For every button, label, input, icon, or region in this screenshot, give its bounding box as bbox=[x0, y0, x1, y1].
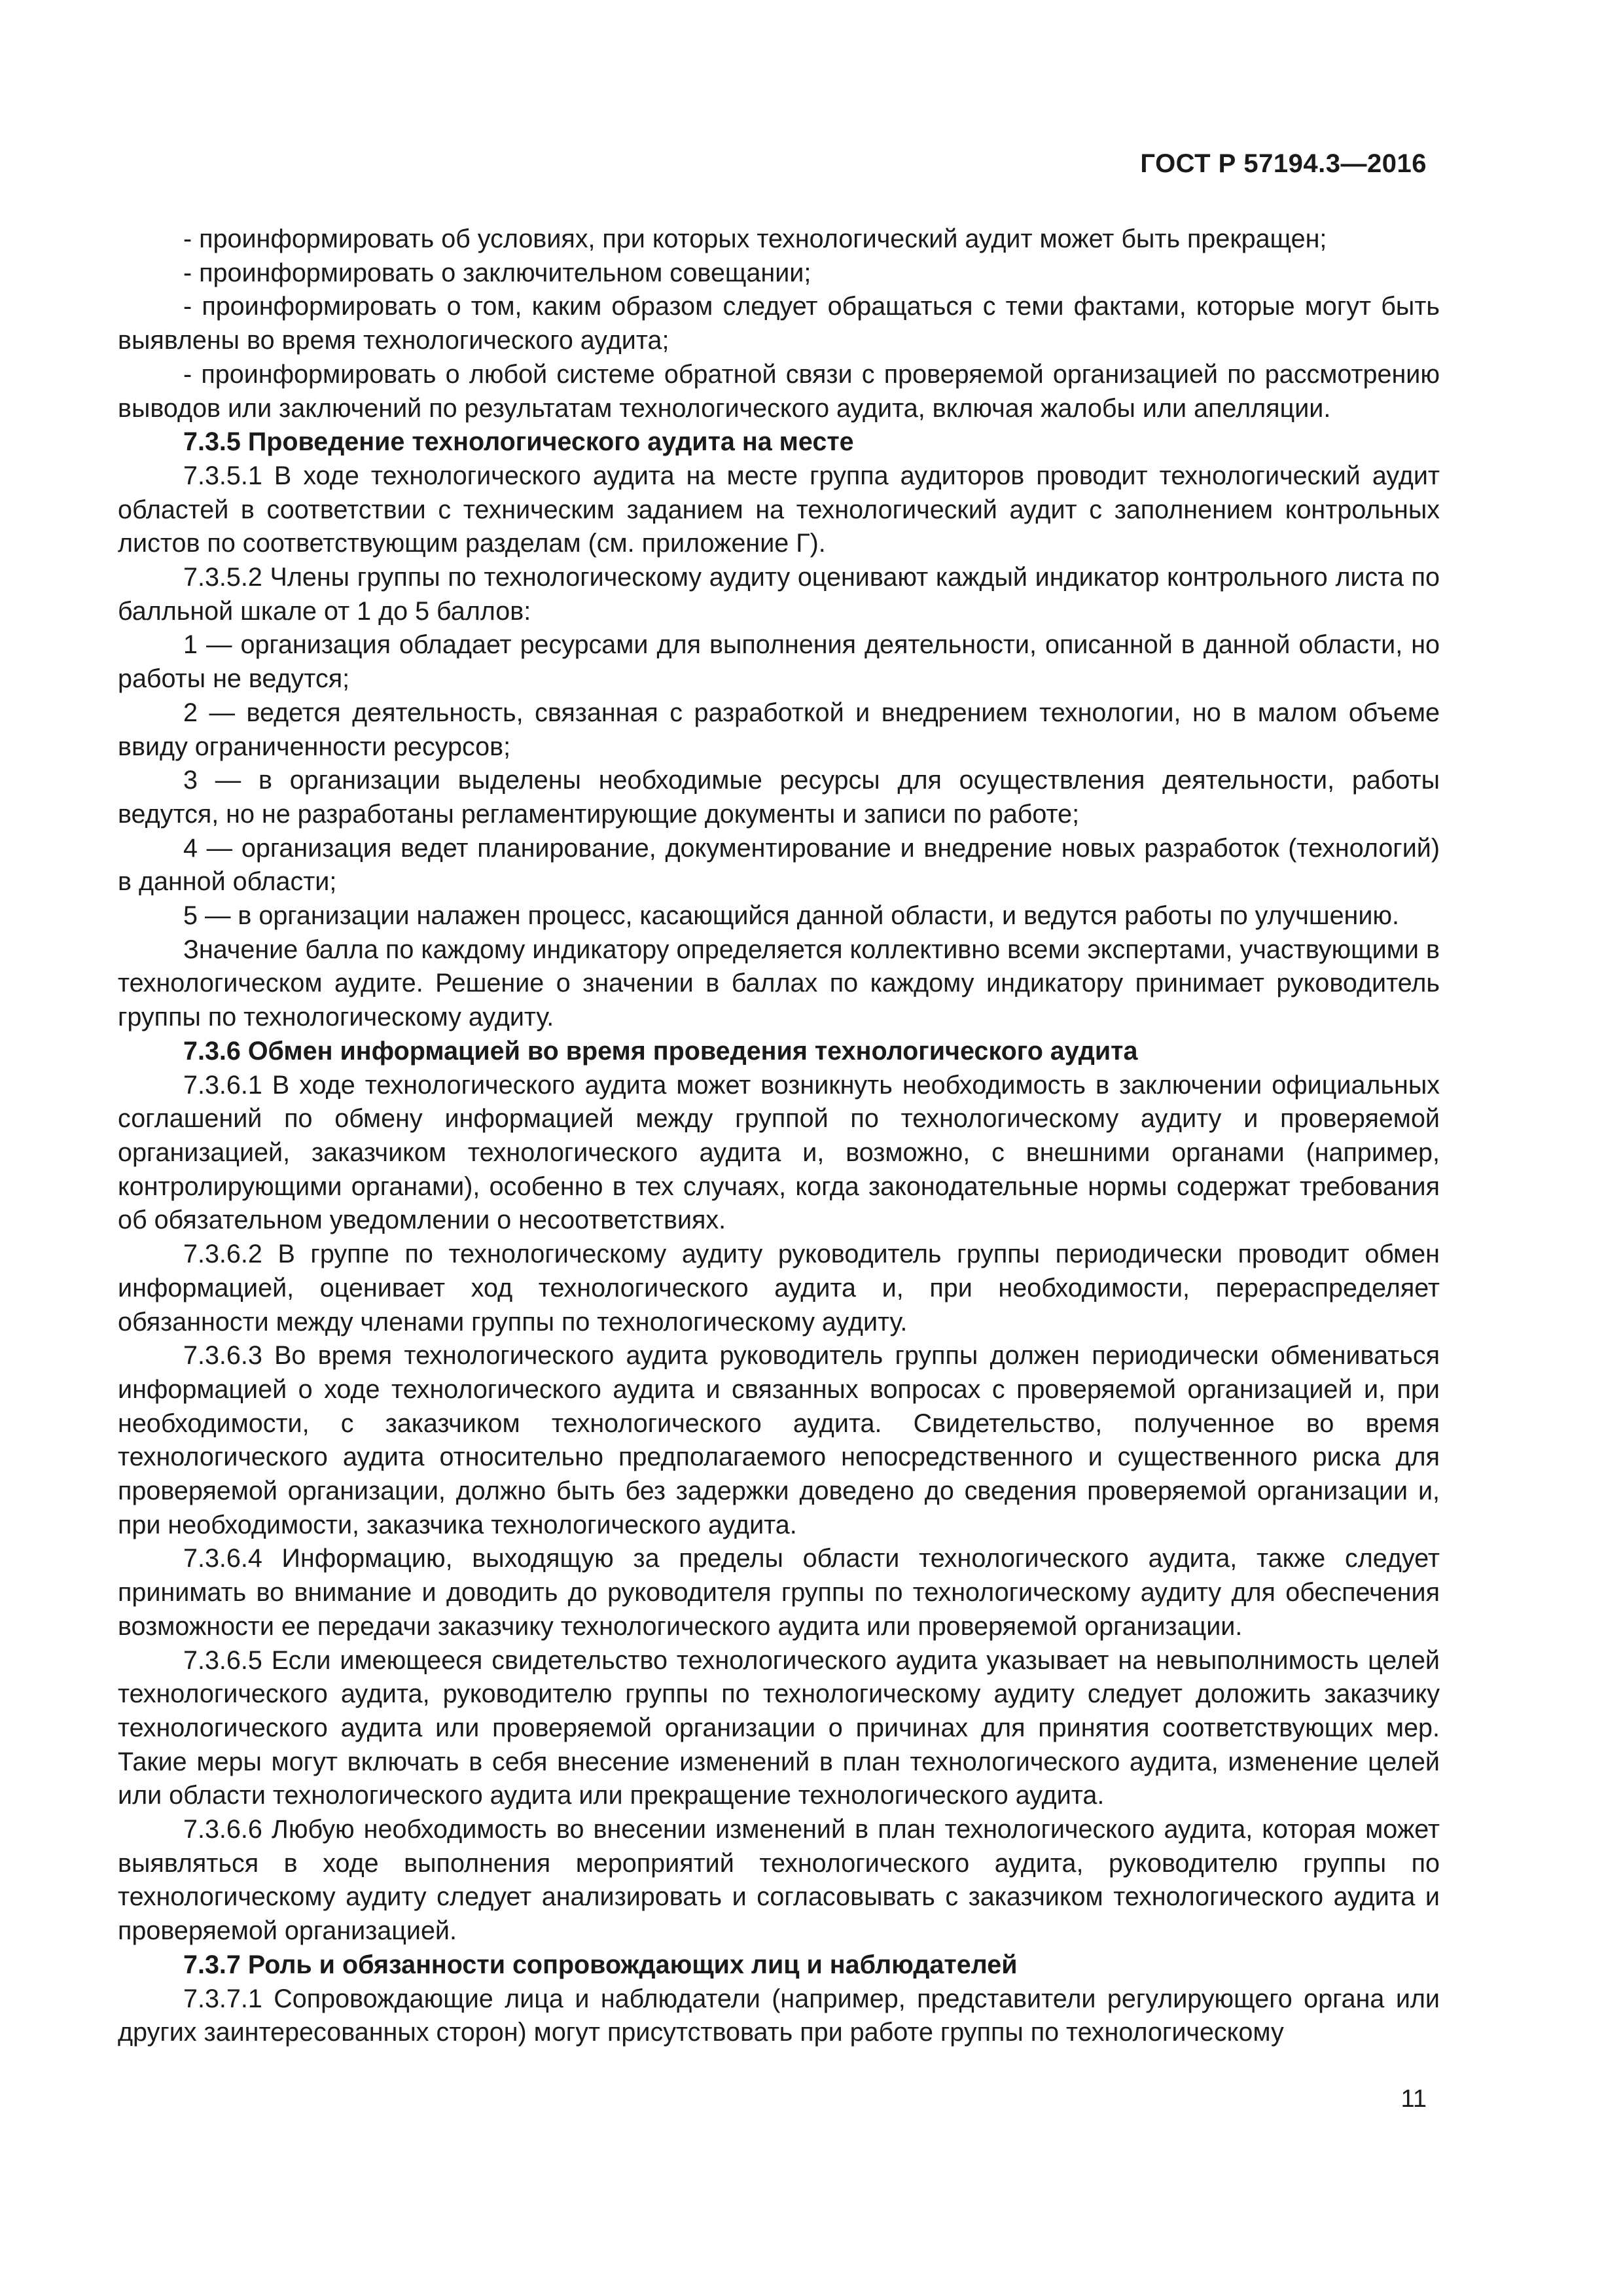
paragraph: 7.3.5.2 Члены группы по технологическому аудиту оценивают каждый индикатор контрольного листа по балльной шкале от 1 до 5 баллов: bbox=[118, 563, 1440, 626]
paragraph: Значение балла по каждому индикатору определяется коллективно всеми экспертами, участвующими в технологическом аудите. Решение о значении в баллах по каждому индикатору принимает руководитель группы по технологическому аудиту. bbox=[118, 935, 1440, 1032]
score-item: 4 — организация ведет планирование, документирование и внедрение новых разработок (технологий) в данной области; bbox=[118, 833, 1440, 897]
paragraph: 7.3.6.3 Во время технологического аудита руководитель группы должен периодически обмениваться информацией о ходе технологического аудита и связанных вопросах с проверяемой организацией и, при необходимости, с заказчиком технологического аудита. Свидетельство, полученное во время технологического аудита относительно предполагаемого непосредственного и существенного риска для проверяемой организации, должно быть без задержки доведено до сведения проверяемой организации и, при необходимости, заказчика технологического аудита. bbox=[118, 1341, 1440, 1539]
paragraph: - проинформировать о том, каким образом следует обращаться с теми фактами, которые могут быть выявлены во время технологического аудита; bbox=[118, 292, 1440, 355]
paragraph: 7.3.5.1 В ходе технологического аудита на месте группа аудиторов проводит технологический аудит областей в соответствии с техническим заданием на технологический аудит с заполнением контрольных листов по соответствующим разделам (см. приложение Г). bbox=[118, 461, 1440, 558]
paragraph: - проинформировать об условиях, при которых технологический аудит может быть прекращен; bbox=[183, 224, 1327, 253]
standard-designation: ГОСТ Р 57194.3—2016 bbox=[1140, 149, 1427, 178]
paragraph: 7.3.6.1 В ходе технологического аудита может возникнуть необходимость в заключении официальных соглашений по обмену информацией между группой по технологическому аудиту и проверяемой организацией, заказчиком технологического аудита и, возможно, с внешними органами (например, контролирующими органами), особенно в тех случаях, когда законодательные нормы содержат требования об обязательном уведомлении о несоответствиях. bbox=[118, 1070, 1440, 1235]
section-heading-7-3-7: 7.3.7 Роль и обязанности сопровождающих лиц и наблюдателей bbox=[183, 1950, 1018, 1979]
section-heading-7-3-6: 7.3.6 Обмен информацией во время проведения технологического аудита bbox=[183, 1036, 1138, 1066]
section-heading-7-3-5: 7.3.5 Проведение технологического аудита на месте bbox=[183, 427, 854, 457]
paragraph: 7.3.6.6 Любую необходимость во внесении изменений в план технологического аудита, которая может выявляться в ходе выполнения мероприятий технологического аудита, руководителю группы по технологическому аудиту следует анализировать и согласовывать с заказчиком технологического аудита и проверяемой организацией. bbox=[118, 1815, 1440, 1946]
score-item: 3 — в организации выделены необходимые ресурсы для осуществления деятельности, работы ведутся, но не разработаны регламентирующие документы и записи по работе; bbox=[118, 766, 1440, 829]
paragraph: 7.3.6.2 В группе по технологическому аудиту руководитель группы периодически проводит обмен информацией, оценивает ход технологического аудита и, при необходимости, перераспределяет обязанности между членами группы по технологическому аудиту. bbox=[118, 1240, 1440, 1336]
score-item: 1 — организация обладает ресурсами для выполнения деятельности, описанной в данной области, но работы не ведутся; bbox=[118, 630, 1440, 694]
score-item: 2 — ведется деятельность, связанная с разработкой и внедрением технологии, но в малом объеме ввиду ограниченности ресурсов; bbox=[118, 698, 1440, 761]
document-body bbox=[118, 223, 1440, 2050]
paragraph: 7.3.6.4 Информацию, выходящую за пределы области технологического аудита, также следует принимать во внимание и доводить до руководителя группы по технологическому аудиту для обеспечения возможности ее передачи заказчику технологического аудита или проверяемой организации. bbox=[118, 1544, 1440, 1641]
page-number: 11 bbox=[1400, 2085, 1427, 2113]
paragraph: - проинформировать о заключительном совещании; bbox=[183, 258, 812, 287]
paragraph: 7.3.7.1 Сопровождающие лица и наблюдатели (например, представители регулирующего органа или других заинтересованных сторон) могут присутствовать при работе группы по технологическому bbox=[118, 1984, 1440, 2047]
paragraph: 7.3.6.5 Если имеющееся свидетельство технологического аудита указывает на невыполнимость целей технологического аудита, руководителю группы по технологическому аудиту следует доложить заказчику технологического аудита или проверяемой организации о причинах для принятия соответствующих мер. Такие меры могут включать в себя внесение изменений в план технологического аудита, изменение целей или области технологического аудита или прекращение технологического аудита. bbox=[118, 1645, 1440, 1810]
paragraph: - проинформировать о любой системе обратной связи с проверяемой организацией по рассмотрению выводов или заключений по результатам технологического аудита, включая жалобы или апелляции. bbox=[118, 359, 1440, 423]
score-item: 5 — в организации налажен процесс, касающийся данной области, и ведутся работы по улучшению. bbox=[183, 901, 1400, 931]
